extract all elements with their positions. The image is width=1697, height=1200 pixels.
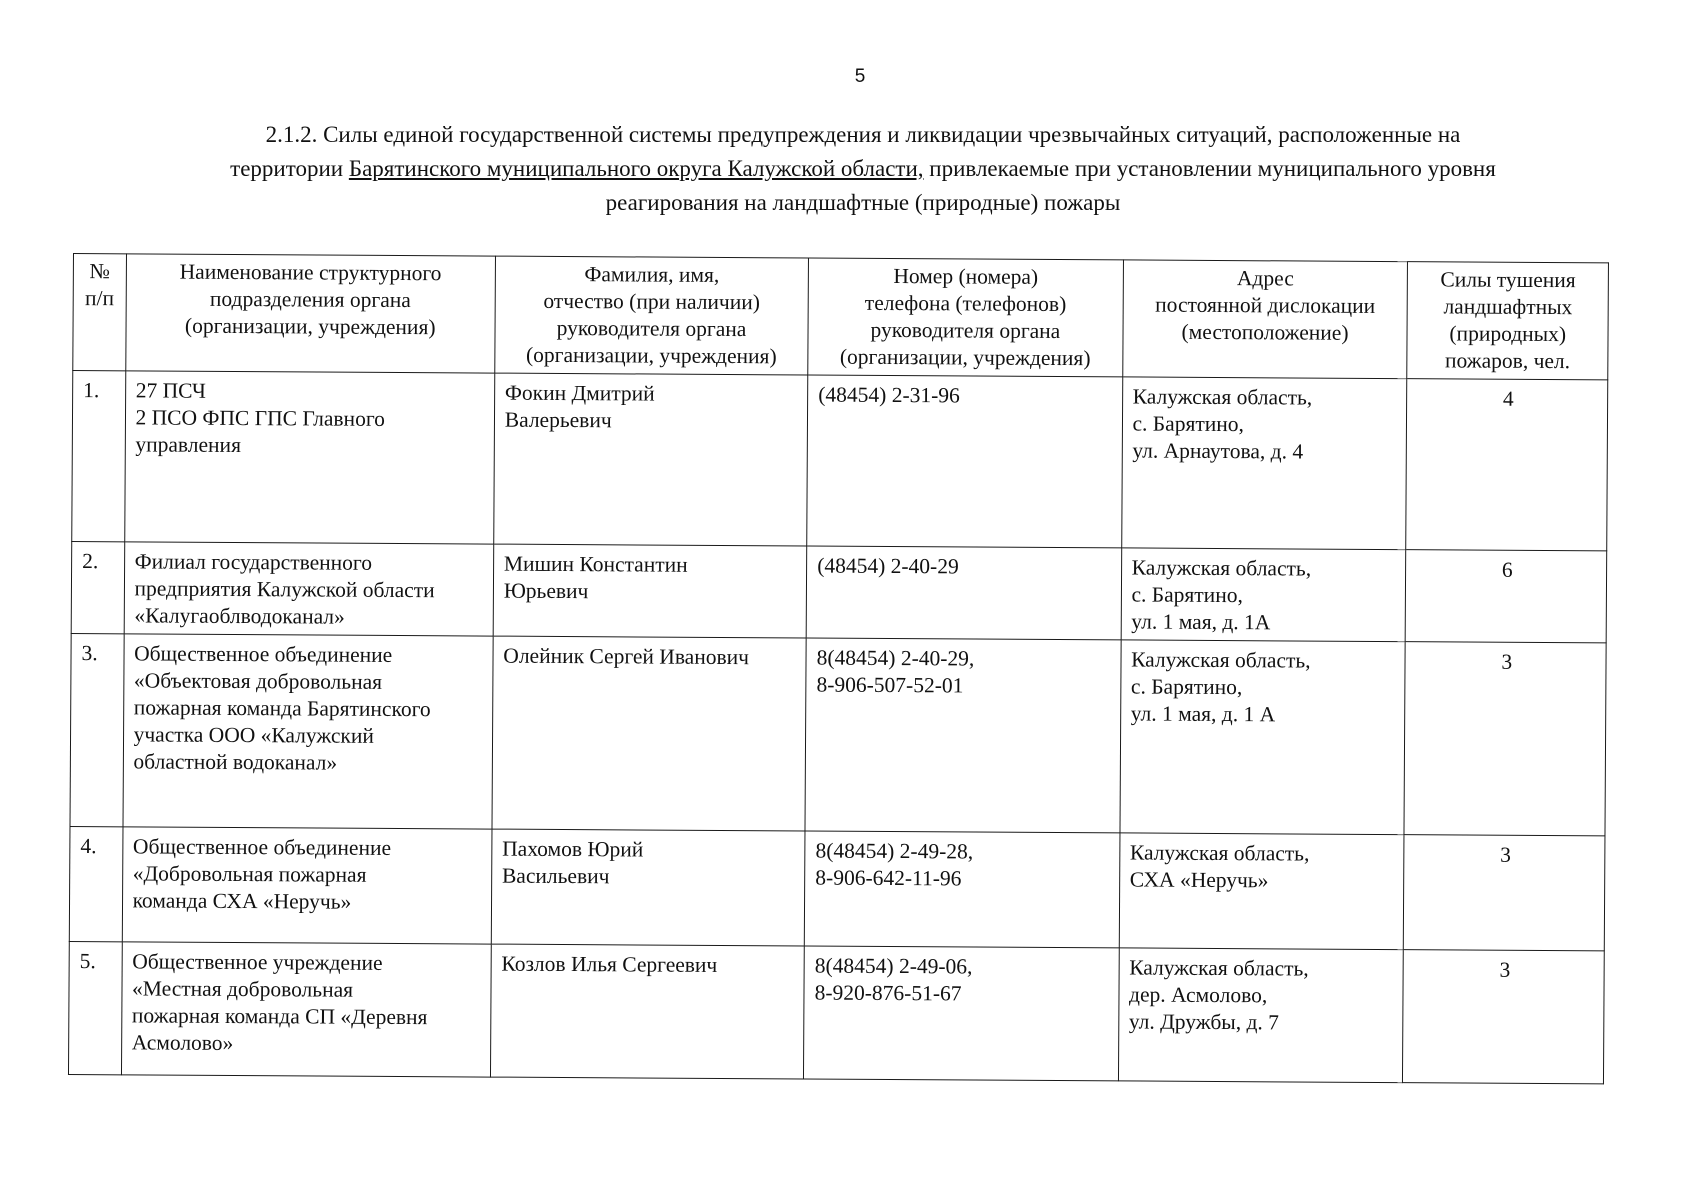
address-cell [1121, 377, 1407, 550]
header-line: (природных) [1449, 321, 1567, 347]
header-head-name [495, 256, 809, 375]
table-row [71, 541, 1607, 642]
heading-line-2 [118, 152, 1608, 186]
phone-cell-line: 8(48454) 2-49-06, [814, 953, 973, 979]
organization-cell [124, 542, 494, 636]
head-name-cell [491, 829, 805, 946]
header-line: подразделения органа [209, 286, 411, 313]
organization-cell-line: команда СХА «Неручь» [132, 888, 352, 914]
header-number [73, 254, 126, 371]
organization-cell-line: Асмолово» [131, 1030, 234, 1055]
header-line: руководителя органа [870, 317, 1061, 344]
phone-cell [806, 546, 1121, 640]
row-number: 3. [70, 633, 124, 826]
organization-cell-line: «Добровольная пожарная [132, 861, 367, 887]
heading-line-2-prefix: территории [230, 156, 349, 181]
head-name-cell [490, 944, 804, 1079]
table-row [72, 371, 1608, 551]
header-line: Наименование структурного [179, 259, 442, 286]
organization-cell [123, 634, 493, 829]
phone-cell-line: (48454) 2-31-96 [818, 382, 960, 408]
header-phone [808, 258, 1123, 377]
row-number: 2. [71, 541, 124, 633]
head-name-cell-line: Валерьевич [504, 407, 612, 433]
header-line: пожаров, чел. [1445, 348, 1571, 374]
head-name-cell-line: Пахомов Юрий [502, 836, 644, 862]
address-cell-line: Калужская область, [1132, 384, 1313, 410]
address-cell-line: СХА «Неручь» [1129, 867, 1269, 893]
header-forces [1407, 262, 1608, 380]
head-name-cell-line: Олейник Сергей Иванович [503, 643, 750, 670]
forces-count-cell: 3 [1403, 950, 1604, 1084]
address-cell-line: ул. 1 мая, д. 1 А [1130, 701, 1276, 727]
phone-cell-line: 8-906-507-52-01 [816, 672, 964, 698]
organization-cell [124, 371, 494, 544]
section-heading [118, 118, 1608, 220]
heading-line-3: реагирования на ландшафтные (природные) пожары [605, 190, 1121, 215]
organization-cell-line: 2 ПСО ФПС ГПС Главного [135, 405, 385, 431]
head-name-cell-line: Мишин Константин [503, 551, 688, 577]
head-name-cell-line: Фокин Дмитрий [504, 380, 655, 406]
row-number: 1. [72, 371, 126, 542]
phone-cell [807, 375, 1122, 548]
address-cell-line: с. Барятино, [1132, 411, 1244, 437]
row-number: 4. [69, 826, 122, 941]
head-name-cell-line: Козлов Илья Сергеевич [501, 951, 718, 977]
organization-cell-line: пожарная команда СП «Деревня [131, 1003, 428, 1030]
table-row [70, 633, 1606, 835]
organization-cell-line: предприятия Калужской области [134, 576, 435, 603]
heading-municipality: Барятинского муниципального округа Калужской области, [348, 156, 924, 181]
address-cell-line: Калужская область, [1131, 555, 1312, 581]
heading-line-1: 2.1.2. Силы единой государственной системы предупреждения и ликвидации чрезвычайных ситуаций, расположенные на [265, 122, 1461, 147]
address-cell [1120, 640, 1406, 835]
header-organization [125, 254, 495, 373]
table-row [68, 941, 1604, 1083]
address-cell-line: Калужская область, [1129, 955, 1309, 981]
phone-cell [804, 946, 1119, 1081]
forces-count-cell: 6 [1406, 550, 1607, 643]
organization-cell-line: 27 ПСЧ [135, 378, 206, 403]
address-cell-line: с. Барятино, [1131, 582, 1243, 608]
phone-cell-line: 8-906-642-11-96 [815, 865, 962, 891]
address-cell-line: ул. 1 мая, д. 1А [1131, 609, 1271, 635]
header-line: руководителя органа [556, 315, 747, 342]
header-line: Номер (номера) [893, 264, 1039, 289]
head-name-cell [492, 636, 807, 831]
header-line: Фамилия, имя, [584, 262, 720, 287]
head-name-cell [493, 544, 807, 638]
header-address [1122, 260, 1408, 379]
header-line: (местоположение) [1181, 319, 1349, 345]
header-line: (организации, учреждения) [525, 342, 777, 369]
organization-cell-line: Филиал государственного [134, 549, 373, 575]
organization-cell-line: пожарная команда Барятинского [133, 695, 431, 722]
organization-cell-line: Общественное объединение [134, 641, 393, 667]
address-cell-line: ул. Арнаутова, д. 4 [1132, 438, 1304, 464]
organization-cell-line: Общественное объединение [132, 834, 392, 860]
page-number: 5 [854, 66, 866, 87]
header-line: (организации, учреждения) [839, 344, 1091, 371]
header-line: п/п [84, 286, 115, 311]
organization-cell-line: «Калугаоблводоканал» [134, 603, 345, 629]
head-name-cell [494, 373, 808, 546]
forces-count-cell: 3 [1404, 835, 1605, 951]
phone-cell-line: 8-920-876-51-67 [814, 980, 962, 1006]
address-cell-line: дер. Асмолово, [1128, 982, 1268, 1008]
head-name-cell-line: Юрьевич [503, 578, 589, 604]
organization-cell-line: областной водоканал» [133, 749, 338, 775]
address-cell [1118, 948, 1404, 1083]
organization-cell-line: «Объектовая добровольная [133, 668, 383, 694]
phone-cell-line: (48454) 2-40-29 [817, 553, 959, 579]
address-cell-line: Калужская область, [1129, 840, 1310, 866]
header-line: отчество (при наличии) [543, 288, 761, 315]
organization-cell [122, 827, 492, 944]
address-cell-line: с. Барятино, [1130, 674, 1243, 700]
heading-line-2-suffix: привлекаемые при установлении муниципального уровня [923, 156, 1496, 181]
forces-count-cell: 4 [1406, 379, 1608, 551]
header-line: № [89, 259, 111, 284]
organization-cell-line: «Местная добровольная [132, 976, 354, 1002]
row-number: 5. [68, 941, 121, 1074]
address-cell-line: ул. Дружбы, д. 7 [1128, 1009, 1280, 1035]
organization-cell-line: Общественное учреждение [132, 949, 383, 975]
header-line: (организации, учреждения) [184, 313, 436, 340]
header-line: ландшафтных [1443, 294, 1573, 320]
header-line: Адрес [1236, 266, 1294, 291]
header-line: Силы тушения [1440, 267, 1576, 293]
forces-count-cell: 3 [1404, 642, 1606, 836]
address-cell [1121, 548, 1406, 642]
organization-cell [121, 942, 491, 1077]
phone-cell-line: 8(48454) 2-49-28, [815, 838, 974, 864]
address-cell [1119, 833, 1405, 950]
organization-cell-line: участка ООО «Калужский [133, 722, 374, 748]
forces-table [68, 253, 1609, 1084]
table-row [69, 826, 1605, 950]
organization-cell-line: управления [135, 432, 242, 458]
head-name-cell-line: Васильевич [501, 863, 610, 889]
header-line: постоянной дислокации [1155, 292, 1376, 318]
phone-cell-line: 8(48454) 2-40-29, [816, 645, 975, 671]
header-line: телефона (телефонов) [864, 290, 1067, 317]
phone-cell [805, 638, 1121, 833]
address-cell-line: Калужская область, [1131, 647, 1311, 673]
phone-cell [804, 831, 1119, 948]
table-header-row [73, 254, 1609, 380]
